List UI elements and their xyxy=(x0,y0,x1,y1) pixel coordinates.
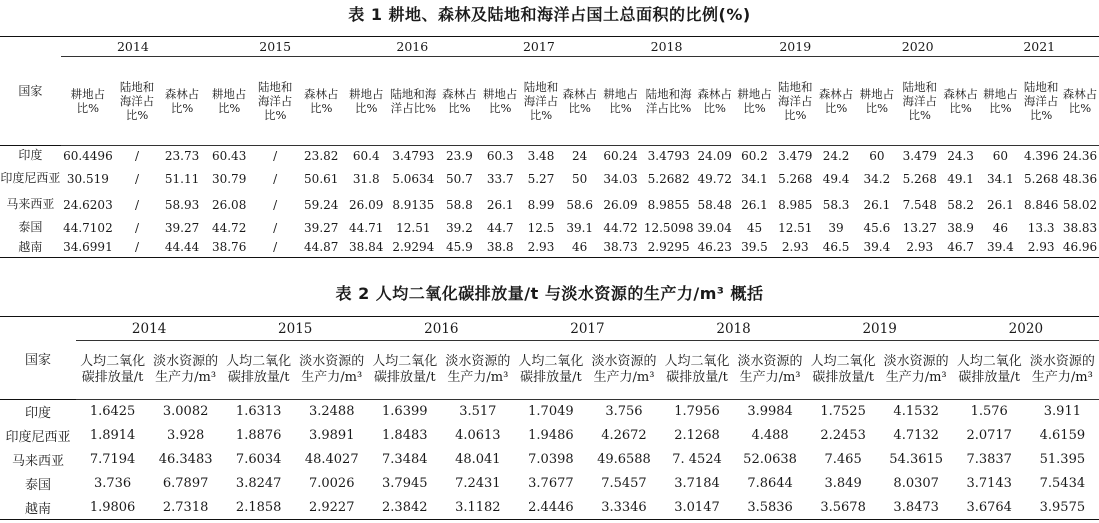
table1-value-cell: 24.09 xyxy=(697,148,732,163)
table2-country-cell: 印度 xyxy=(25,406,52,422)
table2-value-cell: 3.7945 xyxy=(382,476,428,491)
table2-subheader: 人均二氧化碳排放量/t xyxy=(953,341,1026,400)
table1-value-cell: / xyxy=(135,197,140,212)
table1-subheader: 耕地占比% xyxy=(205,57,253,146)
table1-value-cell: 34.1 xyxy=(987,171,1014,186)
table2-value-cell: 7. 4524 xyxy=(672,452,722,467)
table1-value-cell: 8.99 xyxy=(527,197,555,212)
table2-value-cell: 3.6764 xyxy=(966,499,1012,515)
table1-value-cell: 23.9 xyxy=(446,148,473,163)
table2-value-cell: 46.3483 xyxy=(158,452,213,467)
table1-value-cell: 24.6203 xyxy=(63,197,113,212)
table1-value-cell: 49.4 xyxy=(822,171,850,186)
table1-value-cell: 12.51 xyxy=(778,220,813,235)
table1-value-cell: 58.02 xyxy=(1062,197,1098,212)
table1-value-cell: 46.5 xyxy=(822,240,850,255)
table1-value-cell: 46 xyxy=(992,220,1008,235)
table1-subheader: 陆地和海洋占比% xyxy=(774,57,816,146)
table2-value-cell: 3.9984 xyxy=(747,404,793,420)
table1-value-cell: 39.27 xyxy=(164,220,200,235)
table2-value-cell: 3.928 xyxy=(167,428,205,443)
table2-value-cell: 7.3837 xyxy=(966,452,1012,467)
table1-value-cell: 12.5 xyxy=(527,220,555,235)
table1-row xyxy=(0,238,1099,258)
table1-value-cell: 24 xyxy=(572,148,588,163)
table2-year-2014: 2014 xyxy=(76,317,222,341)
table2-value-cell: 1.8876 xyxy=(235,428,282,443)
table2-subheader: 淡水资源的生产力/m³ xyxy=(441,341,514,400)
table2-subheader: 淡水资源的生产力/m³ xyxy=(880,341,953,400)
table2-value-cell: 1.6425 xyxy=(89,404,136,420)
table1-value-cell: 8.9855 xyxy=(647,197,690,212)
table1-value-cell: 38.73 xyxy=(603,240,638,255)
table2-country-cell: 印度尼西亚 xyxy=(5,430,71,445)
table1-value-cell: / xyxy=(273,220,278,235)
table1-value-cell: 46.23 xyxy=(697,240,732,255)
table1-value-cell: 2.93 xyxy=(527,240,555,255)
table1-subheader: 陆地和海洋占比% xyxy=(115,57,159,146)
table2-value-cell: 2.3842 xyxy=(382,499,428,515)
table2-value-cell: 3.1182 xyxy=(455,499,501,515)
table2-year-row xyxy=(0,317,1099,341)
table2-row xyxy=(0,472,1099,496)
table2-subheader: 人均二氧化碳排放量/t xyxy=(514,341,587,400)
table2-value-cell: 3.5836 xyxy=(747,499,793,515)
table1-value-cell: 34.6991 xyxy=(63,240,113,255)
table1-value-cell: 24.36 xyxy=(1062,148,1098,163)
table1-value-cell: 44.72 xyxy=(211,220,247,235)
table2-value-cell: 1.7049 xyxy=(528,404,574,420)
table1-value-cell: 38.76 xyxy=(211,240,247,255)
table1-subheader: 森林占比% xyxy=(816,57,856,146)
table1-value-cell: 23.73 xyxy=(164,148,200,163)
table1-value-cell: 60.24 xyxy=(603,148,638,163)
table2-value-cell: 3.849 xyxy=(824,476,862,491)
table1-value-cell: 44.87 xyxy=(304,240,339,255)
table1-value-cell: 3.479 xyxy=(778,148,813,163)
table1-value-cell: 39.27 xyxy=(304,220,339,235)
table2-value-cell: 2.2453 xyxy=(820,428,866,443)
table1-value-cell: 60.2 xyxy=(741,148,768,163)
table1-value-cell: 5.0634 xyxy=(392,171,435,186)
table2-subheader: 淡水资源的生产力/m³ xyxy=(734,341,807,400)
table1-value-cell: 5.268 xyxy=(778,171,813,186)
table1-value-cell: 24.3 xyxy=(947,148,974,163)
table2-value-cell: 1.9486 xyxy=(528,428,574,443)
table2-value-cell: 54.3615 xyxy=(889,452,944,467)
table1-subheader: 耕地占比% xyxy=(856,57,898,146)
table2-value-cell: 3.3346 xyxy=(601,499,647,515)
table2-row xyxy=(0,496,1099,520)
table1-value-cell: 39.2 xyxy=(446,220,473,235)
table1-value-cell: / xyxy=(135,171,140,186)
table1-value-cell: 38.83 xyxy=(1062,220,1098,235)
table1-value-cell: 44.7102 xyxy=(63,220,113,235)
table2-value-cell: 7.8644 xyxy=(747,476,793,491)
table1-subheader: 耕地占比% xyxy=(479,57,521,146)
table2-value-cell: 7.3484 xyxy=(382,452,428,467)
table2-value-cell: 4.7132 xyxy=(893,428,939,443)
table1-value-cell: / xyxy=(135,148,140,163)
table2-subheader: 人均二氧化碳排放量/t xyxy=(368,341,441,400)
table2-value-cell: 3.8247 xyxy=(235,476,282,491)
table2-value-cell: 3.911 xyxy=(1043,404,1081,420)
table1-subheader: 森林占比% xyxy=(942,57,980,146)
table1-value-cell: 44.7 xyxy=(486,220,514,235)
table1-subheader: 森林占比% xyxy=(439,57,479,146)
table1-subheader: 森林占比% xyxy=(159,57,205,146)
table1-value-cell: 34.2 xyxy=(863,171,891,186)
table1-value-cell: 38.9 xyxy=(947,220,974,235)
table1-subheader: 陆地和海洋占比% xyxy=(253,57,297,146)
table2-value-cell: 48.4027 xyxy=(304,452,359,467)
table1-value-cell: 39.4 xyxy=(863,240,891,255)
table2-value-cell: 3.9891 xyxy=(308,428,355,443)
table2-value-cell: 7.2431 xyxy=(455,476,501,491)
table2-value-cell: 3.2488 xyxy=(308,404,355,420)
table2-value-cell: 52.0638 xyxy=(743,452,797,467)
table1-subheader: 陆地和海洋占比% xyxy=(898,57,942,146)
table1-value-cell: / xyxy=(273,240,278,255)
table1-subheader: 森林占比% xyxy=(695,57,735,146)
table2-value-cell: 4.6159 xyxy=(1039,428,1086,443)
table2-subheader: 人均二氧化碳排放量/t xyxy=(222,341,295,400)
table1 xyxy=(0,36,1099,258)
table2-year-2015: 2015 xyxy=(222,317,368,341)
table2-value-cell: 1.8483 xyxy=(382,428,428,443)
table1-country-cell: 泰国 xyxy=(18,220,43,234)
table2-value-cell: 3.0147 xyxy=(674,499,720,515)
table1-value-cell: 26.1 xyxy=(486,197,514,212)
table2-value-cell: 7.5434 xyxy=(1039,476,1086,491)
table1-value-cell: 46.7 xyxy=(947,240,974,255)
table1-year-2014: 2014 xyxy=(61,37,205,57)
table1-year-2019: 2019 xyxy=(735,37,856,57)
table1-value-cell: 3.4793 xyxy=(392,148,435,163)
table1-value-cell: 39.04 xyxy=(697,220,732,235)
table2-value-cell: 1.7525 xyxy=(820,404,866,420)
table1-value-cell: / xyxy=(273,171,278,186)
table1-subheader: 耕地占比% xyxy=(61,57,115,146)
table2-subheader: 淡水资源的生产力/m³ xyxy=(149,341,222,400)
table2-country-header: 国家 xyxy=(0,317,76,400)
table2-value-cell: 7.0398 xyxy=(528,452,574,467)
table2-value-cell: 1.576 xyxy=(970,404,1008,420)
table1-value-cell: 46.96 xyxy=(1062,240,1098,255)
table1-subheader: 陆地和海洋占比% xyxy=(387,57,439,146)
table2-subheader-row xyxy=(0,341,1099,400)
table2-value-cell: 1.6313 xyxy=(235,404,282,420)
table1-value-cell: 26.08 xyxy=(211,197,247,212)
table1-value-cell: 44.72 xyxy=(603,220,638,235)
table1-year-2021: 2021 xyxy=(979,37,1099,57)
table2-subheader: 淡水资源的生产力/m³ xyxy=(1026,341,1099,400)
table2-value-cell: 3.0082 xyxy=(162,404,209,420)
table2-value-cell: 3.7184 xyxy=(674,476,720,491)
table1-value-cell: 2.9294 xyxy=(392,240,435,255)
table1-subheader: 陆地和海洋占比% xyxy=(642,57,694,146)
table2-country-cell: 马来西亚 xyxy=(12,454,65,469)
table2-row xyxy=(0,424,1099,448)
table1-value-cell: 4.396 xyxy=(1023,148,1059,163)
table1-value-cell: 45 xyxy=(746,220,763,235)
table2-value-cell: 2.1858 xyxy=(235,499,282,515)
table1-value-cell: / xyxy=(273,197,278,212)
table1-value-cell: 2.9295 xyxy=(647,240,690,255)
table2-year-2018: 2018 xyxy=(660,317,806,341)
table1-value-cell: 34.03 xyxy=(603,171,638,186)
table2-value-cell: 7.6034 xyxy=(235,452,282,467)
table2-value-cell: 3.517 xyxy=(459,404,497,420)
table1-value-cell: 8.985 xyxy=(778,197,813,212)
table2-year-2017: 2017 xyxy=(514,317,660,341)
table1-value-cell: 5.268 xyxy=(1023,171,1059,186)
table2-value-cell: 3.7143 xyxy=(966,476,1012,491)
table1-subheader-row xyxy=(0,57,1099,146)
table2-value-cell: 4.1532 xyxy=(893,404,939,420)
table1-subheader: 陆地和海洋占比% xyxy=(1021,57,1061,146)
table1-value-cell: 38.84 xyxy=(349,240,384,255)
table1-value-cell: / xyxy=(273,148,278,163)
table2-subheader: 人均二氧化碳排放量/t xyxy=(660,341,733,400)
table2-value-cell: 7.7194 xyxy=(89,452,136,467)
table1-country-header: 国家 xyxy=(0,37,61,146)
table1-country-cell: 马来西亚 xyxy=(6,197,55,211)
table1-year-2015: 2015 xyxy=(205,37,345,57)
table1-year-2017: 2017 xyxy=(479,37,598,57)
table2-value-cell: 3.7677 xyxy=(528,476,574,491)
table1-subheader: 耕地占比% xyxy=(599,57,643,146)
table1-value-cell: 50.61 xyxy=(304,171,339,186)
table1-value-cell: 45.6 xyxy=(863,220,891,235)
table2-value-cell: 3.9575 xyxy=(1039,499,1086,515)
table2-value-cell: 1.8914 xyxy=(89,428,136,443)
table2-subheader: 人均二氧化碳排放量/t xyxy=(807,341,880,400)
table1-value-cell: 51.11 xyxy=(164,171,200,186)
table1-value-cell: 48.36 xyxy=(1062,171,1098,186)
table1-value-cell: 3.4793 xyxy=(647,148,690,163)
table1-year-2016: 2016 xyxy=(345,37,479,57)
table1-value-cell: 3.479 xyxy=(902,148,937,163)
table1-value-cell: 60.4 xyxy=(352,148,380,163)
table1-value-cell: 5.2682 xyxy=(647,171,690,186)
table1-year-2020: 2020 xyxy=(856,37,979,57)
table1-value-cell: 58.2 xyxy=(947,197,974,212)
table1-row xyxy=(0,192,1099,218)
table2-value-cell: 3.5678 xyxy=(820,499,866,515)
table1-value-cell: 13.27 xyxy=(902,220,937,235)
table2-year-2020: 2020 xyxy=(953,317,1099,341)
table1-value-cell: 58.6 xyxy=(566,197,594,212)
table2-value-cell: 1.7956 xyxy=(674,404,720,420)
table1-value-cell: 23.82 xyxy=(304,148,339,163)
table1-value-cell: 39.5 xyxy=(741,240,768,255)
table1-value-cell: 13.3 xyxy=(1027,220,1055,235)
table1-value-cell: 7.548 xyxy=(902,197,937,212)
table1-country-cell: 越南 xyxy=(18,239,43,254)
table1-row xyxy=(0,146,1099,166)
table1-value-cell: 58.8 xyxy=(446,197,473,212)
table1-value-cell: 39 xyxy=(828,220,844,235)
table1-value-cell: / xyxy=(135,240,140,255)
table1-value-cell: 8.9135 xyxy=(392,197,435,212)
table2-subheader: 人均二氧化碳排放量/t xyxy=(76,341,149,400)
table1-value-cell: 26.09 xyxy=(349,197,384,212)
table1-country-cell: 印度尼西亚 xyxy=(0,171,61,185)
table1-value-cell: 26.1 xyxy=(987,197,1014,212)
table2-title: 表 2 人均二氧化碳排放量/t 与淡水资源的生产力/m³ 概括 xyxy=(335,284,764,303)
table2-value-cell: 7.0026 xyxy=(308,476,355,491)
table1-value-cell: 3.48 xyxy=(527,148,555,163)
table2-row xyxy=(0,400,1099,424)
table2-value-cell: 7.465 xyxy=(824,452,862,467)
table1-value-cell: 26.1 xyxy=(863,197,891,212)
table1-subheader: 耕地占比% xyxy=(735,57,775,146)
table2-value-cell: 4.488 xyxy=(751,428,789,443)
table1-value-cell: 33.7 xyxy=(486,171,514,186)
table1-value-cell: 38.8 xyxy=(486,240,514,255)
table1-value-cell: 2.93 xyxy=(906,240,934,255)
table1-value-cell: 12.51 xyxy=(396,220,431,235)
table1-value-cell: 31.8 xyxy=(352,171,380,186)
table1-value-cell: 49.1 xyxy=(947,171,974,186)
table1-value-cell: 30.79 xyxy=(211,171,247,186)
table1-value-cell: / xyxy=(135,220,140,235)
table1-subheader: 陆地和海洋占比% xyxy=(521,57,561,146)
table1-subheader: 森林占比% xyxy=(1061,57,1099,146)
table1-value-cell: 12.5098 xyxy=(643,220,694,235)
table1-value-cell: 60.43 xyxy=(211,148,247,163)
table2-value-cell: 8.0307 xyxy=(893,476,939,491)
table1-value-cell: 46 xyxy=(572,240,588,255)
table2-value-cell: 3.8473 xyxy=(893,499,939,515)
table1-row xyxy=(0,218,1099,238)
table2-value-cell: 1.9806 xyxy=(89,499,136,515)
table2-value-cell: 7.5457 xyxy=(601,476,647,491)
table1-subheader: 森林占比% xyxy=(561,57,599,146)
table2-value-cell: 6.7897 xyxy=(162,476,209,491)
table1-value-cell: 39.1 xyxy=(566,220,594,235)
table1-value-cell: 44.71 xyxy=(349,220,384,235)
table1-value-cell: 8.846 xyxy=(1023,197,1059,212)
table1-value-cell: 58.3 xyxy=(822,197,850,212)
table1-row xyxy=(0,166,1099,192)
table2-value-cell: 1.6399 xyxy=(382,404,428,420)
table1-value-cell: 39.4 xyxy=(987,240,1014,255)
table1-country-cell: 印度 xyxy=(18,148,43,163)
table1-value-cell: 60.4496 xyxy=(63,148,113,163)
table1-value-cell: 30.519 xyxy=(66,171,109,186)
table1-value-cell: 24.2 xyxy=(822,148,850,163)
table2-value-cell: 51.395 xyxy=(1039,452,1086,467)
table1-value-cell: 50.7 xyxy=(446,171,473,186)
table2-value-cell: 2.0717 xyxy=(966,428,1012,443)
table2 xyxy=(0,316,1099,520)
table2-subheader: 淡水资源的生产力/m³ xyxy=(295,341,368,400)
table2-value-cell: 2.9227 xyxy=(308,499,355,515)
table2-value-cell: 49.6588 xyxy=(597,452,651,467)
table1-subheader: 耕地占比% xyxy=(345,57,387,146)
table1-value-cell: 50 xyxy=(572,171,588,186)
table2-value-cell: 48.041 xyxy=(455,452,501,467)
table1-value-cell: 58.93 xyxy=(164,197,200,212)
table2-value-cell: 3.756 xyxy=(605,404,643,420)
table1-value-cell: 45.9 xyxy=(446,240,473,255)
table1-value-cell: 59.24 xyxy=(304,197,339,212)
table2-row xyxy=(0,448,1099,472)
table1-value-cell: 26.09 xyxy=(603,197,638,212)
table1-title: 表 1 耕地、森林及陆地和海洋占国土总面积的比例(%) xyxy=(348,5,751,24)
table2-year-2016: 2016 xyxy=(368,317,514,341)
table2-value-cell: 4.0613 xyxy=(455,428,501,443)
table2-country-cell: 越南 xyxy=(25,501,52,517)
table1-subheader: 森林占比% xyxy=(297,57,345,146)
table2-year-2019: 2019 xyxy=(807,317,953,341)
table1-value-cell: 5.27 xyxy=(527,171,555,186)
table1-value-cell: 60 xyxy=(992,148,1008,163)
table2-value-cell: 3.736 xyxy=(93,476,132,491)
table1-value-cell: 49.72 xyxy=(697,171,732,186)
table2-value-cell: 4.2672 xyxy=(601,428,647,443)
table1-year-2018: 2018 xyxy=(599,37,735,57)
table2-value-cell: 2.1268 xyxy=(674,428,720,443)
table1-value-cell: 58.48 xyxy=(697,197,732,212)
table1-value-cell: 60 xyxy=(869,148,885,163)
table1-value-cell: 5.268 xyxy=(902,171,937,186)
table1-value-cell: 2.93 xyxy=(781,240,809,255)
table1-value-cell: 34.1 xyxy=(741,171,768,186)
table2-country-cell: 泰国 xyxy=(25,478,52,493)
table2-subheader: 淡水资源的生产力/m³ xyxy=(587,341,660,400)
table1-year-row xyxy=(0,37,1099,57)
table1-value-cell: 60.3 xyxy=(486,148,514,163)
table2-value-cell: 2.7318 xyxy=(162,499,209,515)
table2-value-cell: 2.4446 xyxy=(528,499,574,515)
table1-value-cell: 26.1 xyxy=(741,197,768,212)
table1-value-cell: 2.93 xyxy=(1027,240,1055,255)
table1-subheader: 耕地占比% xyxy=(979,57,1021,146)
table1-value-cell: 44.44 xyxy=(164,240,200,255)
